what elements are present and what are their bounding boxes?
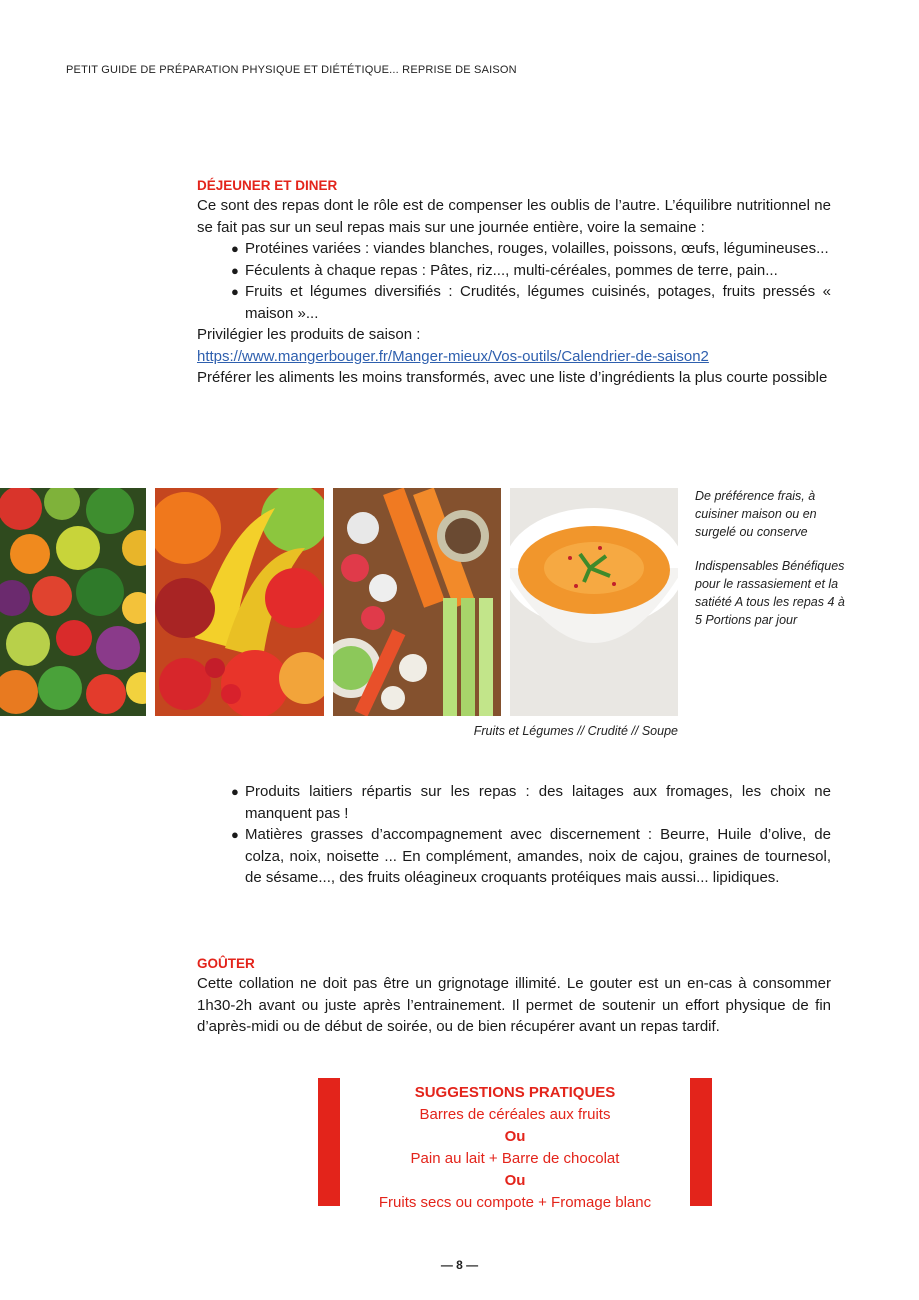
- dejeuner-intro: Ce sont des repas dont le rôle est de compenser les oublis de l’autre. L’équilibre nutritionnel ne se fait pas sur un seul repas mais sur une journée entière, voire la semaine :: [197, 197, 831, 236]
- running-header: PETIT GUIDE DE PRÉPARATION PHYSIQUE ET DIÉTÉTIQUE... REPRISE DE SAISON: [66, 64, 517, 76]
- bullet-icon: ●: [231, 827, 239, 842]
- dejeuner-title: DÉJEUNER ET DINER: [197, 178, 338, 193]
- list-item: ● Fruits et légumes diversifiés : Crudités, légumes cuisinés, potages, fruits pressés « maison »...: [231, 283, 831, 322]
- side-note-fresh: De préférence frais, à cuisiner maison ou en surgelé ou conserve: [695, 489, 817, 539]
- seasonal-label: Privilégier les produits de saison :: [197, 326, 421, 343]
- suggestion-1: Barres de céréales aux fruits: [419, 1106, 611, 1123]
- crudites-photo: [333, 488, 501, 716]
- list-item: ● Protéines variées : viandes blanches, rouges, volailles, poissons, œufs, légumineuses...: [231, 238, 831, 260]
- seasonal-calendar-link[interactable]: https://www.mangerbouger.fr/Manger-mieux/Vos-outils/Calendrier-de-saison2: [197, 347, 709, 365]
- side-note-indispensable: Indispensables Bénéfiques pour le rassasiement et la satiété A tous les repas 4 à 5 Portions par jour: [695, 559, 845, 627]
- gouter-text: Cette collation ne doit pas être un grignotage illimité. Le gouter est un en-cas à consommer 1h30-2h avant ou juste après l’entrainement. Il permet de soutenir un effort physique de fin d’après-midi ou de début de soirée, ou de bien récupérer avant un repas tardif.: [197, 975, 831, 1035]
- additional-bullet-list: [197, 781, 831, 889]
- suggestion-3: Fruits secs ou compote + Fromage blanc: [378, 1194, 652, 1211]
- photo-caption: Fruits et Légumes // Crudité // Soupe: [473, 724, 678, 738]
- bullet-icon: ●: [231, 241, 239, 256]
- suggestion-or-1: Ou: [504, 1128, 526, 1145]
- right-accent-bar: [690, 1078, 712, 1206]
- fruits-photo: [155, 488, 324, 716]
- bullet-icon: ●: [231, 784, 239, 799]
- gouter-title: GOÛTER: [197, 956, 255, 971]
- bullet-icon: ●: [231, 262, 239, 278]
- gouter-section: [197, 956, 831, 1038]
- vegetables-photo: [0, 488, 146, 716]
- page-number: — 8 —: [440, 1258, 479, 1272]
- left-accent-bar: [318, 1078, 340, 1206]
- dejeuner-section: [197, 178, 831, 389]
- list-item: ● Matières grasses d’accompagnement avec discernement : Beurre, Huile d’olive, de colza, noix, noisette ... En complément, amandes, noix de cajou, graines de tournesol, de sésame..., des fruits oléagineux croquants protéiques mais aussi... lipidiques.: [231, 826, 831, 886]
- bullet-icon: ●: [231, 284, 239, 299]
- list-item: ● Féculents à chaque repas : Pâtes, riz..., multi-céréales, pommes de terre, pain...: [231, 260, 831, 282]
- dejeuner-closing: Préférer les aliments les moins transformés, avec une liste d’ingrédients la plus courte possible: [197, 369, 828, 386]
- suggestion-or-2: Ou: [504, 1172, 526, 1189]
- photo-side-note: [695, 487, 845, 629]
- list-item: ● Produits laitiers répartis sur les repas : des laitages aux fromages, les choix ne manquent pas !: [231, 783, 831, 822]
- dejeuner-bullet-list: [197, 238, 831, 324]
- additional-bullets-section: [197, 781, 831, 889]
- suggestions-box: [318, 1078, 712, 1211]
- suggestion-2: Pain au lait + Barre de chocolat: [410, 1150, 620, 1167]
- soup-photo: [510, 488, 678, 716]
- suggestions-title: SUGGESTIONS PRATIQUES: [414, 1084, 616, 1101]
